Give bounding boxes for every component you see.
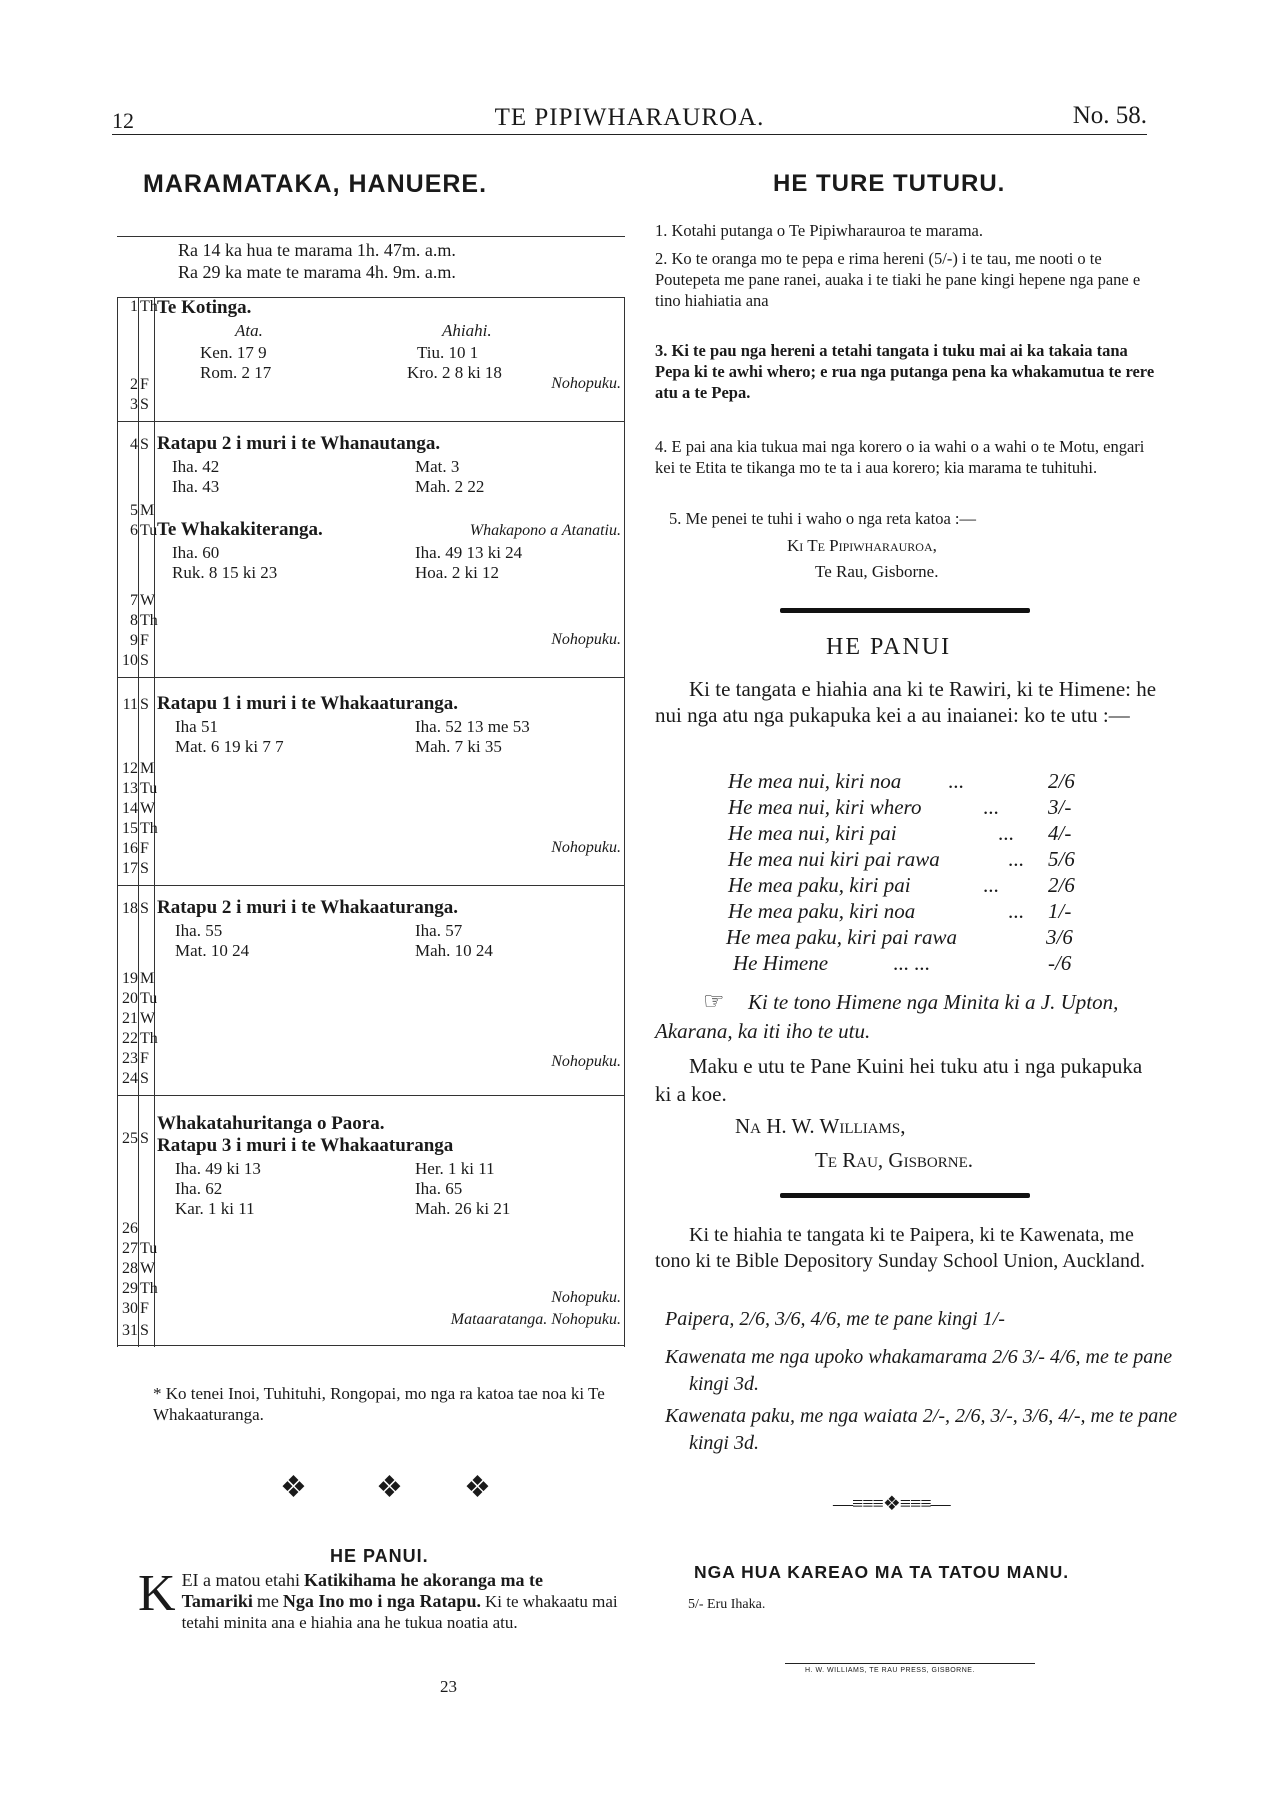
drop-cap: K [138,1565,176,1622]
celebration-name: Ratapu 3 i muri i te Whakaaturanga [157,1135,454,1156]
day-number: 19 [122,970,138,987]
ture-title: HE TURE TUTURU. [773,170,1006,197]
reading: Her. 1 ki 11 [415,1159,495,1178]
day-number: 4 [130,436,138,453]
reading: Tiu. 10 1 [417,343,479,362]
weekday: Th [140,612,158,629]
price-row [728,898,1072,924]
weekday: S [140,696,149,713]
pointing-hand-icon: ☞ [703,989,725,1015]
evening-heading: Ahiahi. [442,321,492,340]
price-row [728,872,1075,898]
panui-left-text: Ki te whakaatu mai tetahi minita ana e hiahia ana he tukua noatia atu. [181,1592,618,1632]
section-rule [117,677,625,678]
panui-left-body [138,1565,618,1633]
reading: Mat. 3 [415,457,460,476]
rule-item [655,220,1155,241]
day-number: 5 [130,502,138,519]
day-number: 11 [122,696,138,713]
day-number: 8 [130,612,138,629]
reading: Mah. 2 22 [415,477,485,496]
reading: Rom. 2 17 [200,363,272,382]
reading: Iha. 55 [175,921,223,940]
reading: Iha. 62 [175,1179,223,1198]
price: 5/6 [1048,847,1075,871]
celebration-name: Ratapu 2 i muri i te Whakaaturanga. [157,897,459,918]
rule-text: Ki te pau nga hereni a tetahi tangata i tuku mai ai ka takaia tana Pepa ki te awhi whero; e rua nga putanga pena ka whakamutua te rere atu a te Pepa. [655,341,1155,402]
day-number: 23 [122,1050,138,1067]
ornamental-rule [780,1193,1030,1198]
panui-right-intro: Ki te tangata e hiahia ana ki te Rawiri, ki te Himene: he nui nga atu nga pukapuka kei a au inaianei: ko te utu :— [655,677,1157,727]
reading: Mah. 7 ki 35 [415,737,502,756]
rule-number: 3. [655,341,668,360]
day-number: 2 [130,376,138,393]
weekday: S [140,1130,149,1147]
calendar-day-rule [138,297,139,1347]
panui-left-bold: Nga Ino mo i nga Ratapu. [282,1591,481,1611]
weekday: Th [140,1030,158,1047]
price-item: He mea paku, kiri noa [728,899,916,923]
weekday: W [140,1260,156,1277]
rule-number: 4. [655,437,668,456]
weekday: M [140,502,155,519]
weekday: Th [140,298,158,315]
signature-place: Te Rau, Gisborne. [815,1148,974,1172]
reading: Ruk. 8 15 ki 23 [172,563,278,582]
bible-price-2: Kawenata me nga upoko whakamarama 2/6 3/- 4/6, me te pane kingi 3d. [665,1346,1173,1395]
note: Nohopuku. [551,631,621,648]
reading: Iha. 43 [172,477,220,496]
day-number: 22 [122,1030,138,1047]
reading: Iha. 52 13 me 53 [415,717,530,736]
day-number: 13 [122,780,138,797]
section-rule [117,1095,625,1096]
rule-text: E pai ana kia tukua mai nga korero o ia wahi o a wahi o te Motu, engari kei te Etita te tikanga mo te ta i aua korero; kia marama te tuhituhi. [655,437,1145,477]
panui-left-text: me [256,1591,279,1611]
reading: Mah. 10 24 [415,941,493,960]
panui-right-title: HE PANUI [826,634,952,660]
day-number: 31 [122,1322,138,1339]
day-number: 1 [130,298,138,315]
price-row [728,794,1072,820]
price-item: He mea paku, kiri pai rawa [726,925,957,949]
imprint-rule [785,1663,1035,1664]
celebration-name: Te Whakakiteranga. [157,519,323,540]
reading: Iha. 60 [172,543,220,562]
calendar-table [117,297,625,1347]
reading: Iha. 42 [172,457,220,476]
day-number: 26 [122,1220,138,1237]
price-dots: ... [1008,899,1024,923]
weekday: S [140,860,149,877]
issue-number: No. 58. [1072,102,1147,129]
day-number: 16 [122,840,138,857]
price-item: He mea nui, kiri pai [728,821,897,845]
price-item: He mea nui, kiri whero [728,795,922,819]
note: Nohopuku. [551,375,621,392]
weekday: Th [140,1280,158,1297]
price-item: He mea nui, kiri noa [728,769,902,793]
day-number: 18 [122,900,138,917]
day-number: 14 [122,800,138,817]
ornament-icon: ❖ [464,1471,491,1504]
bible-price-3: Kawenata paku, me nga waiata 2/-, 2/6, 3/-, 3/6, 4/-, me te pane kingi 3d. [665,1405,1178,1454]
day-number: 12 [122,760,138,777]
price-item: He mea nui kiri pai rawa [728,847,940,871]
day-number: 17 [122,860,138,877]
price-dots: ... [948,769,964,793]
price: 3/- [1048,795,1072,819]
price-item: He mea paku, kiri pai [728,873,911,897]
price-row [728,846,1075,872]
reading: Mah. 26 ki 21 [415,1199,511,1218]
ornament-icon: ❖ [376,1471,403,1504]
morning-heading: Ata. [235,321,263,340]
reading: Ken. 17 9 [200,343,267,362]
celebration-name: Ratapu 2 i muri i te Whanautanga. [157,433,441,454]
day-number: 7 [130,592,138,609]
weekday: F [140,376,149,393]
price-dots: ... [983,873,999,897]
calendar-right-rule [624,297,625,1347]
price-row [733,950,1072,976]
weekday: F [140,840,149,857]
price-dots: ... [1008,847,1024,871]
price: 2/6 [1048,873,1075,897]
postage-note: Maku e utu te Pane Kuini hei tuku atu i nga pukapuka ki a koe. [655,1054,1143,1106]
day-number: 15 [122,820,138,837]
hymn-notice [655,988,1160,1046]
day-number: 27 [122,1240,138,1257]
panui-left-bold: Katikihama he akoranga ma te Tamariki [181,1570,544,1611]
day-number: 28 [122,1260,138,1277]
panui-left-title: HE PANUI. [330,1546,429,1566]
reading: Iha. 57 [415,921,463,940]
reading: Hoa. 2 ki 12 [415,563,500,582]
reading: Kro. 2 8 ki 18 [407,363,502,382]
moon-line-1: Ra 14 ka hua te marama 1h. 47m. a.m. [178,240,456,260]
rule-item [655,248,1155,311]
price-item: He Himene [733,951,829,975]
rule-text: Me penei te tuhi i waho o nga reta katoa :— [685,509,976,528]
rule-item [669,508,1155,529]
weekday: S [140,1070,149,1087]
day-number: 9 [130,632,138,649]
weekday: S [140,1322,149,1339]
celebration-name: Te Kotinga. [157,297,252,318]
panui-left-text: EI a matou etahi [181,1570,301,1590]
price: 3/6 [1046,925,1073,949]
price-row [728,768,1075,794]
weekday: S [140,900,149,917]
note: Whakapono a Atanatiu. [469,522,621,539]
day-number: 30 [122,1300,138,1317]
reading: Kar. 1 ki 11 [175,1199,255,1218]
weekday: F [140,632,149,649]
price-dots: ... ... [893,951,930,975]
weekday: Tu [140,780,158,797]
weekday: Tu [140,990,158,1007]
bible-intro: Ki te hiahia te tangata ki te Paipera, ki te Kawenata, me tono ki te Bible Depository Sunday School Union, Auckland. [655,1224,1145,1272]
rule-number: 5. [669,509,682,528]
calendar-title: MARAMATAKA, HANUERE. [143,170,488,198]
section-rule [117,885,625,886]
day-number: 6 [130,522,138,539]
price-dots: ... [998,821,1014,845]
running-head [112,100,1147,135]
reading: Iha 51 [175,717,218,736]
weekday: F [140,1300,149,1317]
note: Nohopuku. [551,1289,621,1306]
page-number: 12 [112,108,134,133]
page-mark: 23 [440,1677,457,1696]
day-number: 25 [122,1130,138,1147]
rule-text: Ko te oranga mo te pepa e rima hereni (5/-) i te tau, me nooti o te Poutepeta me pane ranei, auaka i te tiaki he pane kingi hepene nga pane e tino hiahiatia ana [655,249,1141,310]
calendar-footnote: * Ko tenei Inoi, Tuhituhi, Rongopai, mo nga ra katoa tae noa ki Te Whakaaturanga. [153,1384,605,1424]
weekday: Tu [140,522,158,539]
price: -/6 [1048,951,1072,975]
rule-number: 2. [655,249,668,268]
price: 1/- [1048,899,1072,923]
weekday: W [140,800,156,817]
weekday: Th [140,820,158,837]
note: Mataaratanga. Nohopuku. [450,1311,621,1328]
day-number: 10 [122,652,138,669]
weekday: W [140,1010,156,1027]
reading: Iha. 49 ki 13 [175,1159,261,1178]
reading: Iha. 65 [415,1179,463,1198]
ornament-rule-icon: —≡≡≡❖≡≡≡— [833,1493,950,1515]
weekday: W [140,592,156,609]
note: Nohopuku. [551,1053,621,1070]
price: 2/6 [1048,769,1075,793]
kareao-entry: 5/- Eru Ihaka. [688,1597,766,1612]
hymn-notice-text: Ki te tono Himene nga Minita ki a J. Upton, Akarana, ka iti iho te utu. [655,990,1119,1043]
day-number: 21 [122,1010,138,1027]
weekday: M [140,760,155,777]
reading: Iha. 49 13 ki 24 [415,543,523,562]
day-number: 24 [122,1070,138,1087]
rule-text: Kotahi putanga o Te Pipiwharauroa te marama. [671,221,983,240]
note: Nohopuku. [551,839,621,856]
price-row [726,924,1073,950]
kareao-title: NGA HUA KAREAO MA TA TATOU MANU. [694,1562,1070,1582]
price-row [728,820,1072,846]
moon-line-2: Ra 29 ka mate te marama 4h. 9m. a.m. [178,262,456,282]
calendar-bottom-rule [117,1345,625,1346]
ornament-icon: ❖ [280,1471,307,1504]
address-line-2: Te Rau, Gisborne. [815,562,939,581]
journal-title: TE PIPIWHARAUROA. [494,104,765,131]
reading: Mat. 6 19 ki 7 7 [175,737,284,756]
ornamental-rule [780,608,1030,613]
rule-number: 1. [655,221,668,240]
day-number: 29 [122,1280,138,1297]
weekday: M [140,970,155,987]
weekday: S [140,652,149,669]
celebration-name: Ratapu 1 i muri i te Whakaaturanga. [157,693,459,714]
rule-item [655,436,1155,478]
weekday: F [140,1050,149,1067]
celebration-name: Whakatahuritanga o Paora. [157,1113,385,1134]
rule-item [655,340,1155,403]
bible-price-1: Paipera, 2/6, 3/6, 4/6, me te pane kingi 1/- [665,1308,1005,1330]
weekday: Tu [140,1240,158,1257]
price: 4/- [1048,821,1072,845]
reading: Mat. 10 24 [175,941,250,960]
section-rule [117,421,625,422]
day-number: 3 [130,396,138,413]
price-dots: ... [983,795,999,819]
calendar-top-rule [117,236,625,237]
weekday: S [140,436,149,453]
weekday: S [140,396,149,413]
address-line-1: Ki Te Pipiwharauroa, [787,536,937,555]
printer-imprint: H. W. WILLIAMS, TE RAU PRESS, GISBORNE. [805,1667,975,1674]
day-number: 20 [122,990,138,1007]
signature-name: Na H. W. Williams, [735,1114,906,1138]
